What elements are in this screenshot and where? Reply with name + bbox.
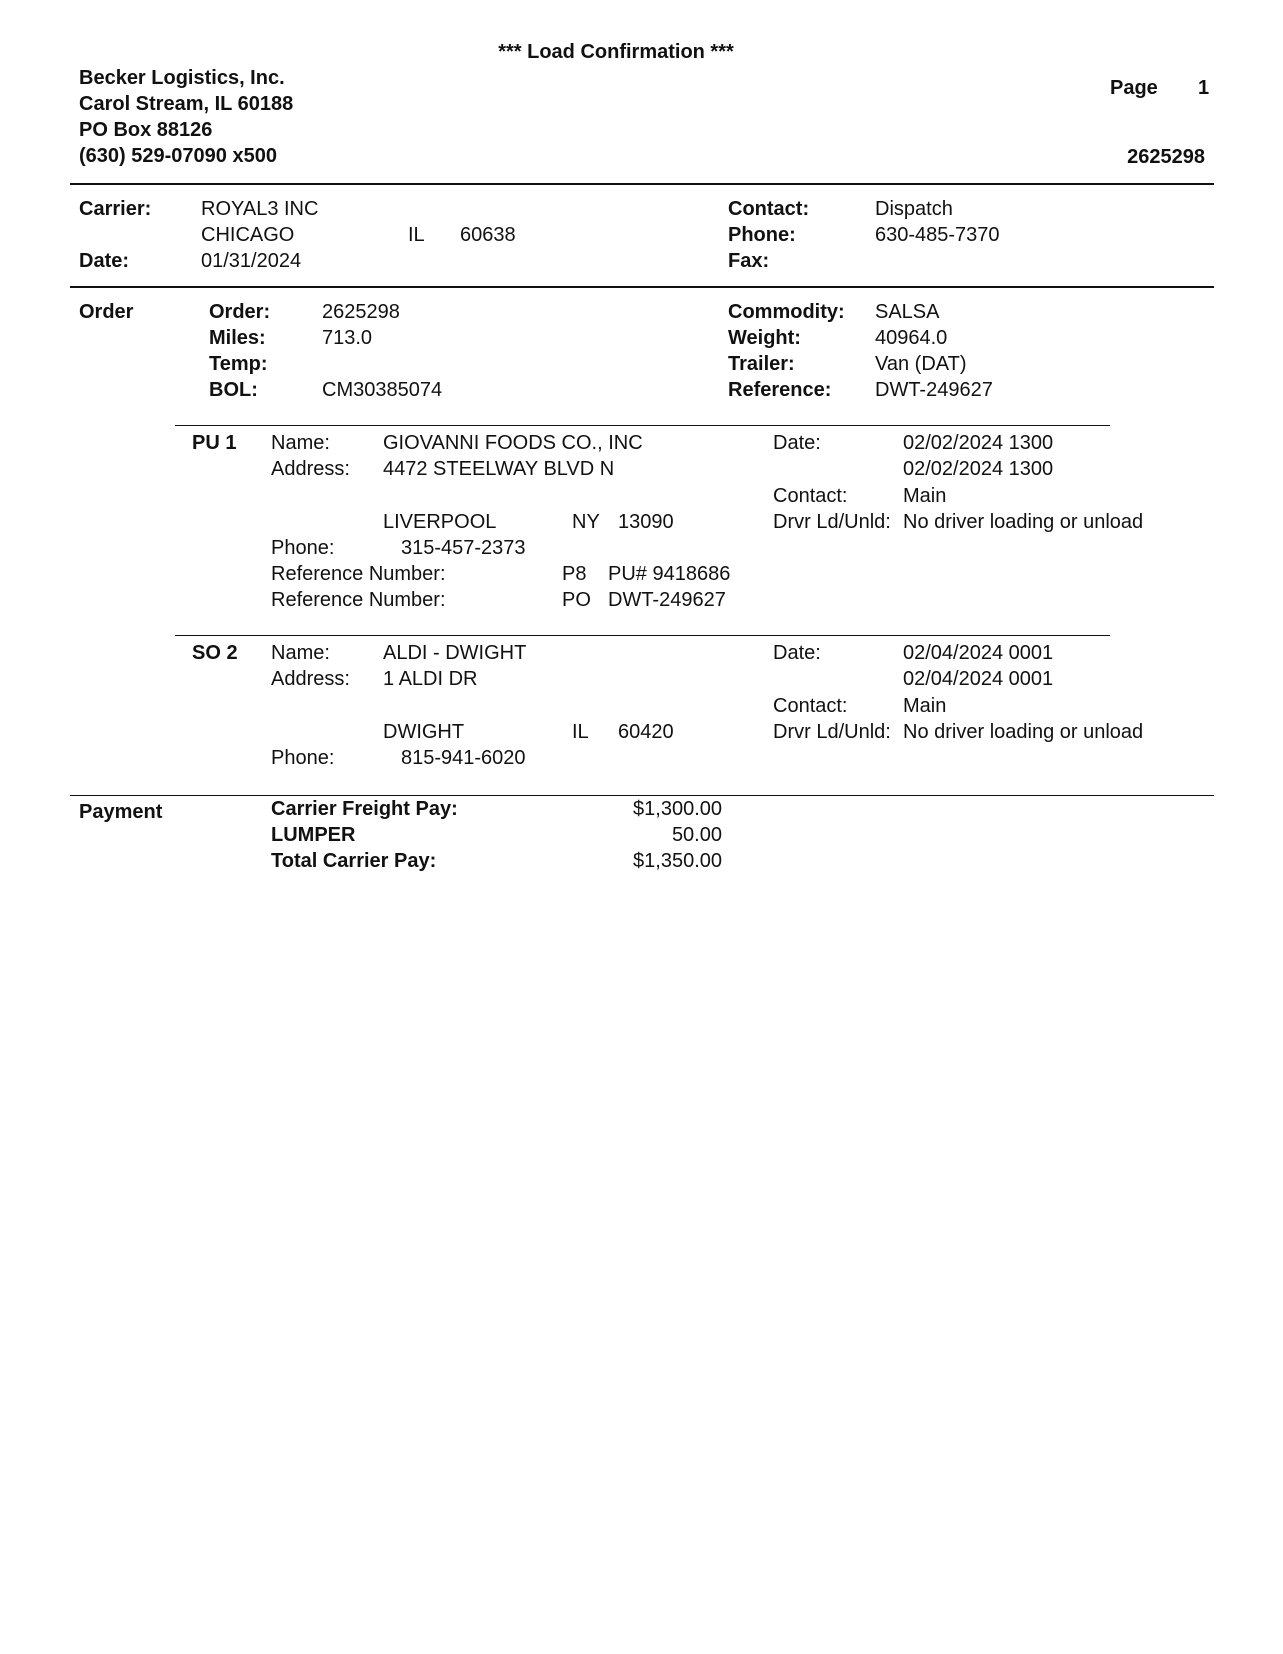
carrier-date: 01/31/2024 [201,250,302,272]
page-number: 1 [1198,77,1210,99]
stop-code: SO 2 [192,642,238,664]
stop-driver-label: Drvr Ld/Unld: [773,511,891,533]
stop-phone: 815-941-6020 [401,747,526,769]
payment-line-label: LUMPER [271,824,356,846]
carrier-fax-label: Fax: [728,250,770,272]
stop-date-label: Date: [773,432,821,454]
reference-value: PU# 9418686 [608,563,731,585]
commodity-value: SALSA [875,301,940,323]
temp-label: Temp: [209,353,268,375]
stop-state: NY [572,511,600,533]
stop-state: IL [572,721,589,743]
reference-number-label: Reference Number: [271,563,446,585]
stop1-divider [175,425,1110,426]
document-title: *** Load Confirmation *** [498,41,734,63]
stop-name-label: Name: [271,642,330,664]
stop-name: ALDI - DWIGHT [383,642,527,664]
stop-zip: 60420 [618,721,674,743]
stop-address-label: Address: [271,668,350,690]
order-label: Order: [209,301,271,323]
stop-phone-label: Phone: [271,747,335,769]
stop-date-end: 02/02/2024 1300 [903,458,1054,480]
miles-value: 713.0 [322,327,373,349]
stop-contact-label: Contact: [773,695,848,717]
carrier-contact: Dispatch [875,198,953,220]
payment-line-amount: $1,300.00 [633,798,722,820]
carrier-date-label: Date: [79,250,130,272]
payment-line-label: Carrier Freight Pay: [271,798,458,820]
stop-city: LIVERPOOL [383,511,497,533]
payment-section-label: Payment [79,801,163,823]
miles-label: Miles: [209,327,266,349]
stop-contact: Main [903,485,947,507]
weight-value: 40964.0 [875,327,948,349]
carrier-state: IL [408,224,425,246]
stop-name-label: Name: [271,432,330,454]
reference-type: PO [562,589,591,611]
carrier-divider [70,286,1214,288]
payment-line-amount: 50.00 [671,824,722,846]
stop-date-start: 02/02/2024 1300 [903,432,1054,454]
stop-driver-label: Drvr Ld/Unld: [773,721,891,743]
reference-value: DWT-249627 [608,589,726,611]
page-label: Page [1110,77,1158,99]
stop-phone: 315-457-2373 [401,537,526,559]
company-name: Becker Logistics, Inc. [79,67,285,89]
carrier-name: ROYAL3 INC [201,198,319,220]
stop-driver-note: No driver loading or unload [903,721,1144,743]
carrier-phone-label: Phone: [728,224,796,246]
stop-date-start: 02/04/2024 0001 [903,642,1054,664]
reference-number-label: Reference Number: [271,589,446,611]
commodity-label: Commodity: [728,301,845,323]
company-po-box: PO Box 88126 [79,119,213,141]
weight-label: Weight: [728,327,801,349]
load-number: 2625298 [1127,146,1205,168]
stop-contact: Main [903,695,947,717]
reference-label: Reference: [728,379,832,401]
stop-zip: 13090 [618,511,674,533]
carrier-label: Carrier: [79,198,152,220]
stop-address-label: Address: [271,458,350,480]
stop-contact-label: Contact: [773,485,848,507]
reference-value: DWT-249627 [875,379,993,401]
trailer-value: Van (DAT) [875,353,967,375]
payment-total-label: Total Carrier Pay: [271,850,437,872]
stop-date-end: 02/04/2024 0001 [903,668,1054,690]
stop-date-label: Date: [773,642,821,664]
bol-label: BOL: [209,379,258,401]
header-divider [70,183,1214,185]
carrier-city: CHICAGO [201,224,295,246]
bol-value: CM30385074 [322,379,443,401]
payment-total-amount: $1,350.00 [633,850,722,872]
stop-name: GIOVANNI FOODS CO., INC [383,432,643,454]
carrier-contact-label: Contact: [728,198,810,220]
carrier-zip: 60638 [460,224,516,246]
order-number: 2625298 [322,301,400,323]
stop2-divider [175,635,1110,636]
trailer-label: Trailer: [728,353,795,375]
stop-address: 4472 STEELWAY BLVD N [383,458,615,480]
company-phone: (630) 529-07090 x500 [79,145,277,167]
order-section-label: Order [79,301,134,323]
company-city-line: Carol Stream, IL 60188 [79,93,294,115]
reference-type: P8 [562,563,587,585]
payment-divider [70,795,1214,796]
stop-address: 1 ALDI DR [383,668,478,690]
carrier-phone: 630-485-7370 [875,224,1000,246]
stop-city: DWIGHT [383,721,465,743]
stop-code: PU 1 [192,432,237,454]
stop-driver-note: No driver loading or unload [903,511,1144,533]
stop-phone-label: Phone: [271,537,335,559]
